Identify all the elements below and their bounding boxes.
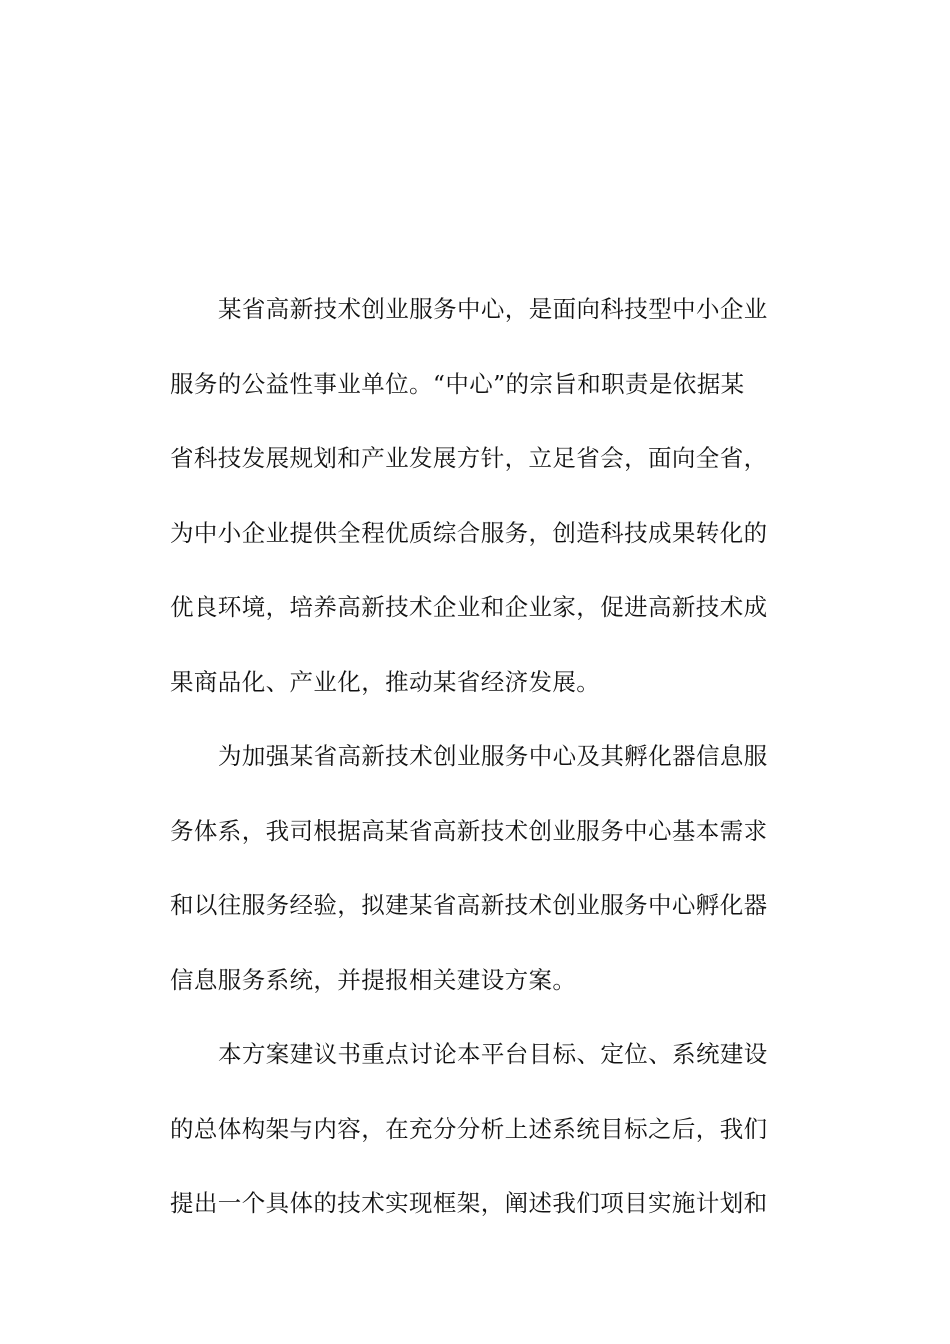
paragraph-line: 为加强某省高新技术创业服务中心及其孵化器信息服 [218,742,768,770]
document-body [170,272,770,1241]
paragraph-line: 果商品化、产业化，推动某省经济发展。 [170,667,601,696]
paragraph-line: 的总体构架与内容，在充分分析上述系统目标之后，我们 [170,1114,768,1143]
paragraph-2 [170,719,770,1017]
paragraph-3 [170,1017,770,1241]
paragraph-line: 服务的公益性事业单位。“中心”的宗旨和职责是依据某 [170,369,745,398]
paragraph-line: 和以往服务经验，拟建某省高新技术创业服务中心孵化器 [170,891,768,919]
paragraph-line: 省科技发展规划和产业发展方针，立足省会，面向全省， [170,444,768,472]
paragraph-line: 优良环境，培养高新技术企业和企业家，促进高新技术成 [170,593,768,621]
paragraph-1 [170,272,770,719]
paragraph-line: 务体系，我司根据高某省高新技术创业服务中心基本需求 [170,816,768,845]
paragraph-line: 某省高新技术创业服务中心，是面向科技型中小企业 [218,295,768,323]
paragraph-line: 为中小企业提供全程优质综合服务，创造科技成果转化的 [170,518,768,547]
paragraph-line: 提出一个具体的技术实现框架，阐述我们项目实施计划和 [170,1189,768,1217]
paragraph-line: 本方案建议书重点讨论本平台目标、定位、系统建设 [218,1040,768,1068]
paragraph-line: 信息服务系统，并提报相关建设方案。 [170,965,577,994]
